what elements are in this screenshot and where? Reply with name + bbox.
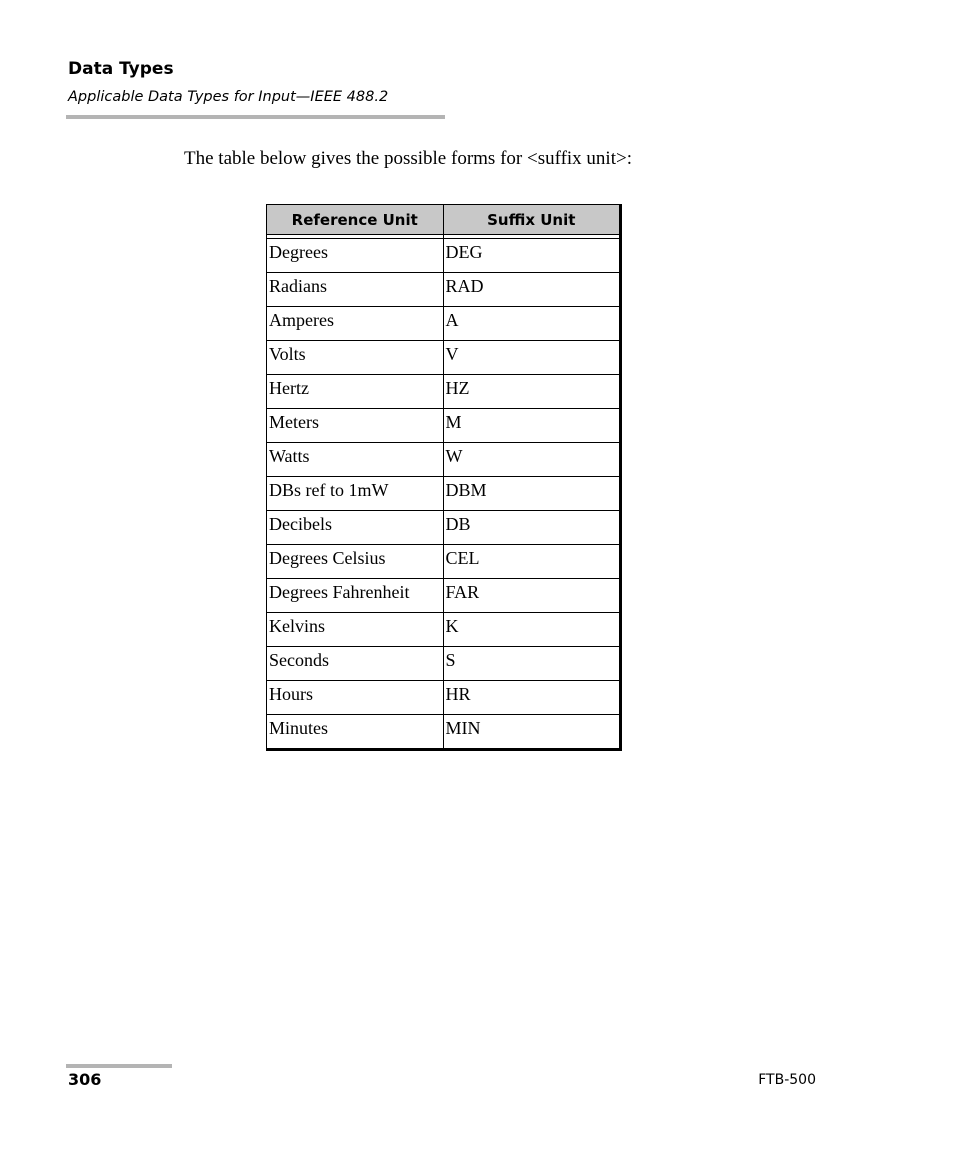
reference-unit-text: Degrees: [269, 242, 328, 262]
suffix-unit-text: DB: [445, 514, 471, 534]
reference-unit-cell: [267, 681, 443, 715]
table-row: [267, 307, 619, 341]
column-header-reference-unit: Reference Unit: [267, 205, 443, 235]
column-header-suffix-unit: Suffix Unit: [443, 205, 619, 235]
product-name: FTB-500: [758, 1072, 816, 1088]
suffix-unit-cell: [443, 409, 619, 443]
table-row: [267, 409, 619, 443]
reference-unit-cell: [267, 647, 443, 681]
reference-unit-text: Kelvins: [269, 616, 325, 636]
table-row: [267, 647, 619, 681]
suffix-unit-text: K: [445, 616, 459, 636]
reference-unit-text: Watts: [269, 446, 310, 466]
reference-unit-text: Amperes: [269, 310, 334, 330]
suffix-unit-text: M: [445, 412, 462, 432]
suffix-unit-text: W: [445, 446, 463, 466]
reference-unit-cell: [267, 307, 443, 341]
reference-unit-text: Decibels: [269, 514, 332, 534]
table-row: [267, 239, 619, 273]
suffix-unit-cell: [443, 443, 619, 477]
suffix-unit-cell: [443, 715, 619, 749]
footer-divider: [66, 1064, 172, 1068]
table-row: [267, 477, 619, 511]
suffix-unit-cell: [443, 681, 619, 715]
table-row: [267, 511, 619, 545]
reference-unit-text: DBs ref to 1mW: [269, 480, 389, 500]
reference-unit-cell: [267, 443, 443, 477]
reference-unit-text: Hertz: [269, 378, 309, 398]
intro-paragraph: The table below gives the possible forms for <suffix unit>:: [184, 148, 632, 169]
reference-unit-cell: [267, 409, 443, 443]
reference-unit-text: Meters: [269, 412, 319, 432]
reference-unit-text: Volts: [269, 344, 306, 364]
section-subtitle: Applicable Data Types for Input—IEEE 488.2: [68, 89, 389, 105]
suffix-unit-text: HR: [445, 684, 471, 704]
reference-unit-cell: [267, 613, 443, 647]
suffix-unit-text: HZ: [445, 378, 470, 398]
reference-unit-cell: [267, 511, 443, 545]
table-row: [267, 681, 619, 715]
reference-unit-text: Degrees Celsius: [269, 548, 386, 568]
suffix-unit-cell: [443, 579, 619, 613]
reference-unit-cell: [267, 273, 443, 307]
table-row: [267, 613, 619, 647]
reference-unit-text: Minutes: [269, 718, 329, 738]
reference-unit-cell: [267, 545, 443, 579]
suffix-unit-cell: [443, 647, 619, 681]
suffix-unit-text: DBM: [445, 480, 487, 500]
reference-unit-cell: [267, 239, 443, 273]
reference-unit-cell: [267, 375, 443, 409]
table-row: [267, 715, 619, 749]
reference-unit-cell: [267, 715, 443, 749]
suffix-unit-cell: [443, 273, 619, 307]
suffix-unit-cell: [443, 375, 619, 409]
suffix-unit-text: A: [445, 310, 459, 330]
suffix-unit-cell: [443, 239, 619, 273]
reference-unit-cell: [267, 341, 443, 375]
suffix-unit-text: FAR: [445, 582, 480, 602]
suffix-unit-text: CEL: [445, 548, 480, 568]
table-header-row: [267, 205, 619, 235]
table-row: [267, 273, 619, 307]
suffix-unit-cell: [443, 341, 619, 375]
suffix-unit-text: S: [445, 650, 456, 670]
table-row: [267, 579, 619, 613]
suffix-unit-table: [266, 204, 622, 751]
table-row: [267, 341, 619, 375]
suffix-unit-text: MIN: [445, 718, 481, 738]
table-row: [267, 375, 619, 409]
page-number: 306: [68, 1070, 102, 1089]
suffix-unit-cell: [443, 613, 619, 647]
header-divider: [66, 115, 445, 119]
suffix-unit-text: RAD: [445, 276, 484, 296]
suffix-unit-cell: [443, 545, 619, 579]
reference-unit-text: Degrees Fahrenheit: [269, 582, 410, 602]
suffix-unit-text: DEG: [445, 242, 483, 262]
table-row: [267, 443, 619, 477]
suffix-unit-cell: [443, 511, 619, 545]
reference-unit-cell: [267, 579, 443, 613]
reference-unit-text: Hours: [269, 684, 313, 704]
suffix-unit-text: V: [445, 344, 459, 364]
reference-unit-cell: [267, 477, 443, 511]
reference-unit-text: Seconds: [269, 650, 329, 670]
reference-unit-text: Radians: [269, 276, 327, 296]
table-row: [267, 545, 619, 579]
suffix-unit-cell: [443, 307, 619, 341]
section-title: Data Types: [68, 59, 174, 79]
suffix-unit-cell: [443, 477, 619, 511]
